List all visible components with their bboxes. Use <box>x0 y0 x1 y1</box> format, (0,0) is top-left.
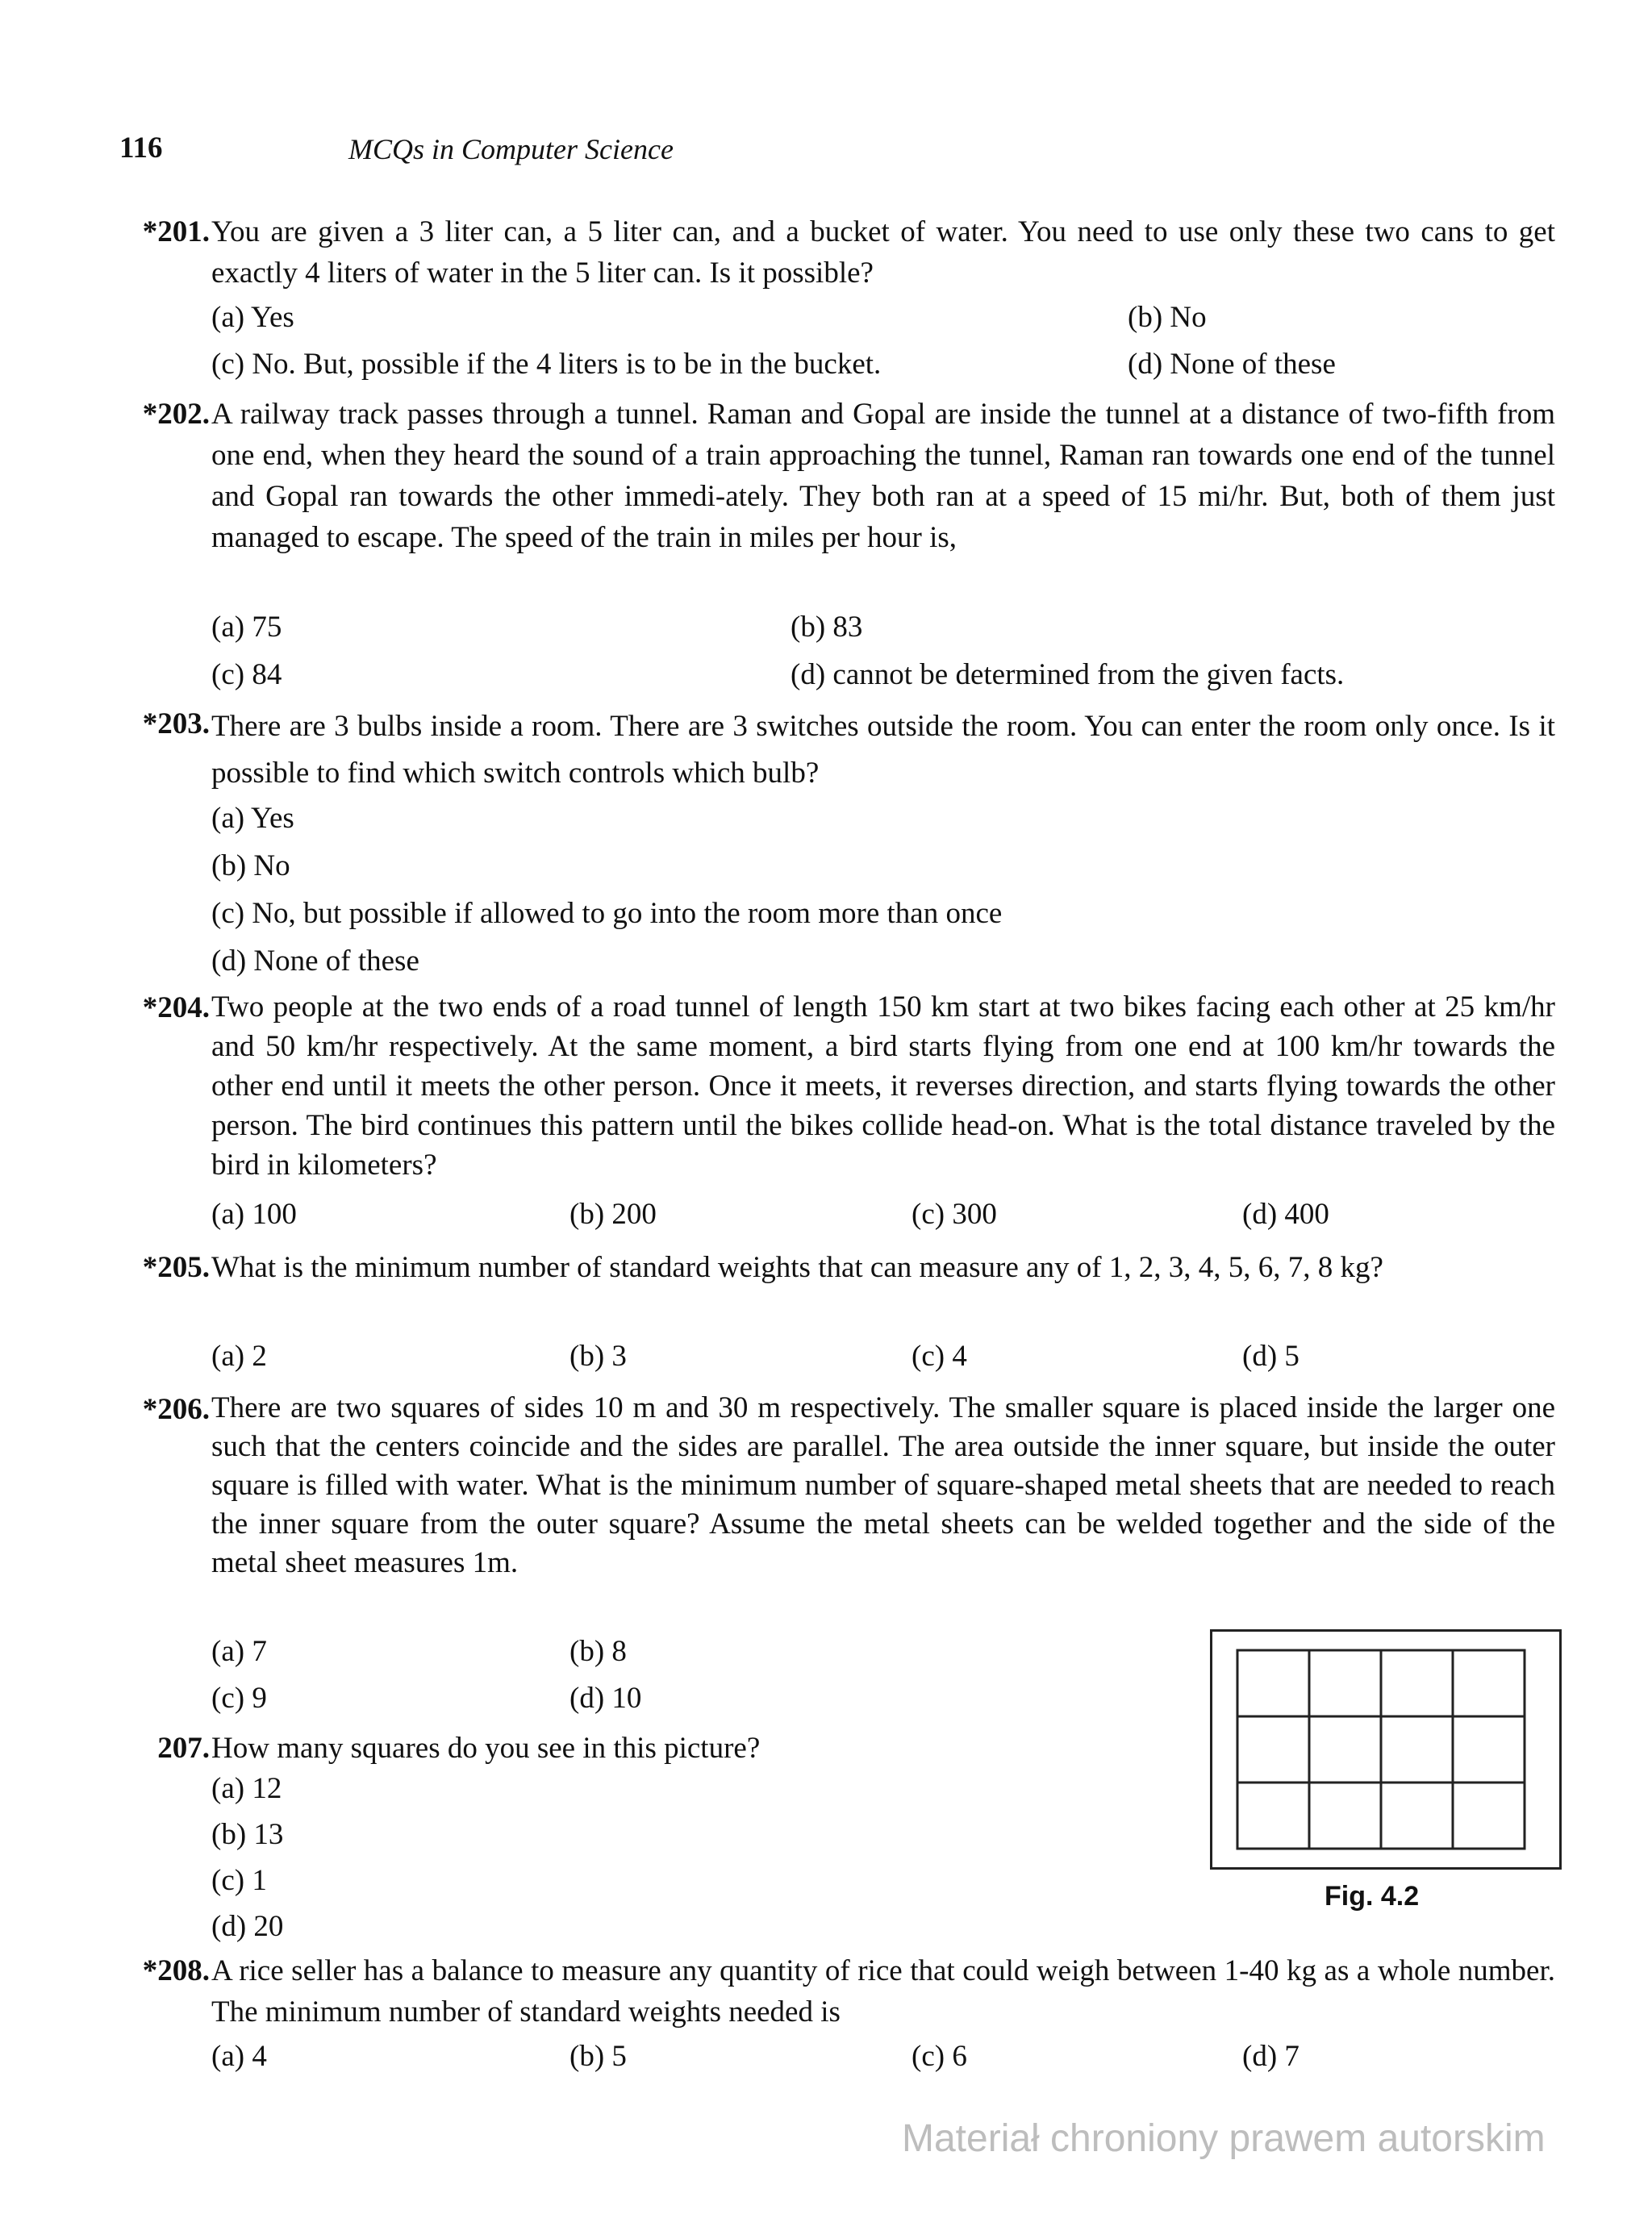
option-c: (c) No. But, possible if the 4 liters is to be in the bucket. <box>211 348 882 381</box>
question-number: *208. <box>142 1954 210 1987</box>
question-number: *201. <box>142 215 210 248</box>
option-d: (d) 10 <box>569 1682 642 1715</box>
question-201 <box>113 211 1555 294</box>
option-d: (d) None of these <box>211 944 419 978</box>
option-d: (d) None of these <box>1128 348 1336 381</box>
question-text: What is the minimum number of standard weights that can measure any of 1, 2, 3, 4, 5, 6, 7, 8 kg? <box>211 1251 1383 1284</box>
option-c: (c) 1 <box>211 1864 267 1897</box>
question-number: *206. <box>142 1393 210 1426</box>
question-202 <box>113 394 1555 558</box>
option-b: (b) 3 <box>569 1340 627 1373</box>
question-text: A rice seller has a balance to measure any quantity of rice that could weigh between 1-40 kg as a whole number. The minimum number of standard weights needed is <box>211 1954 1555 2029</box>
figure-caption: Fig. 4.2 <box>1325 1881 1420 1912</box>
option-d: (d) 20 <box>211 1910 284 1943</box>
option-a: (a) 4 <box>211 2040 267 2073</box>
question-number: *203. <box>142 707 210 740</box>
option-d: (d) 400 <box>1242 1198 1329 1231</box>
option-d: (d) 5 <box>1242 1340 1299 1373</box>
question-number: *205. <box>142 1251 210 1284</box>
option-d: (d) cannot be determined from the given facts. <box>791 658 1345 691</box>
option-a: (a) 75 <box>211 611 282 644</box>
question-number: *202. <box>142 398 210 431</box>
question-number: 207. <box>157 1732 210 1765</box>
option-c: (c) 6 <box>912 2040 967 2073</box>
option-b: (b) No <box>211 849 290 882</box>
option-c: (c) 4 <box>912 1340 967 1373</box>
option-b: (b) 8 <box>569 1635 627 1668</box>
option-c: (c) No, but possible if allowed to go into the room more than once <box>211 897 1003 930</box>
option-d: (d) 7 <box>1242 2040 1299 2073</box>
option-b: (b) 13 <box>211 1818 284 1851</box>
option-a: (a) 2 <box>211 1340 267 1373</box>
page-number: 116 <box>119 131 163 165</box>
option-b: (b) 83 <box>791 611 863 644</box>
question-203 <box>113 703 1555 797</box>
option-a: (a) Yes <box>211 301 294 334</box>
question-text: You are given a 3 liter can, a 5 liter can, and a bucket of water. You need to use only these two cans to get exactly 4 liters of water in the 5 liter can. Is it possible? <box>211 215 1555 290</box>
figure-grid <box>1236 1649 1526 1850</box>
option-a: (a) 7 <box>211 1635 267 1668</box>
option-c: (c) 9 <box>211 1682 267 1715</box>
option-b: (b) No <box>1128 301 1207 334</box>
option-a: (a) Yes <box>211 802 294 835</box>
option-b: (b) 200 <box>569 1198 657 1231</box>
copyright-watermark: Materiał chroniony prawem autorskim <box>902 2117 1546 2160</box>
book-title: MCQs in Computer Science <box>348 133 674 165</box>
question-text: There are two squares of sides 10 m and 30 m respectively. The smaller square is placed inside the larger one such that the centers coincide and the sides are parallel. The area outside the inner square, but inside the outer square is filled with water. What is the minimum number of square-shaped metal sheets that are needed to reach the inner square from the outer square? Assume the metal sheets can be welded together and the side of the metal sheet measures 1m. <box>211 1391 1555 1579</box>
option-c: (c) 300 <box>912 1198 997 1231</box>
question-206 <box>113 1389 1555 1582</box>
question-207 <box>113 1728 1113 1769</box>
question-text: How many squares do you see in this picture? <box>211 1732 761 1765</box>
question-204 <box>113 987 1555 1185</box>
question-text: A railway track passes through a tunnel. Raman and Gopal are inside the tunnel at a distance of two-fifth from one end, when they heard the sound of a train approaching the tunnel, Raman ran towards one end of the tunnel and Gopal ran towards the other immedi-ately. They both ran at a speed of 15 mi/hr. But, both of them just managed to escape. The speed of the train in miles per hour is, <box>211 398 1555 554</box>
option-c: (c) 84 <box>211 658 282 691</box>
question-text: Two people at the two ends of a road tunnel of length 150 km start at two bikes facing each other at 25 km/hr and 50 km/hr respectively. At the same moment, a bird starts flying from one end at 100 km/hr towards the other end until it meets the other person. Once it meets, it reverses direction, and starts flying towards the other person. The bird continues this pattern until the bikes collide head-on. What is the total distance traveled by the bird in kilometers? <box>211 990 1555 1182</box>
option-b: (b) 5 <box>569 2040 627 2073</box>
question-text: There are 3 bulbs inside a room. There are 3 switches outside the room. You can enter the room only once. Is it possible to find which switch controls which bulb? <box>211 710 1555 790</box>
option-a: (a) 12 <box>211 1772 282 1805</box>
question-205 <box>113 1247 1555 1288</box>
option-a: (a) 100 <box>211 1198 297 1231</box>
question-208 <box>113 1950 1555 2033</box>
question-number: *204. <box>142 991 210 1024</box>
